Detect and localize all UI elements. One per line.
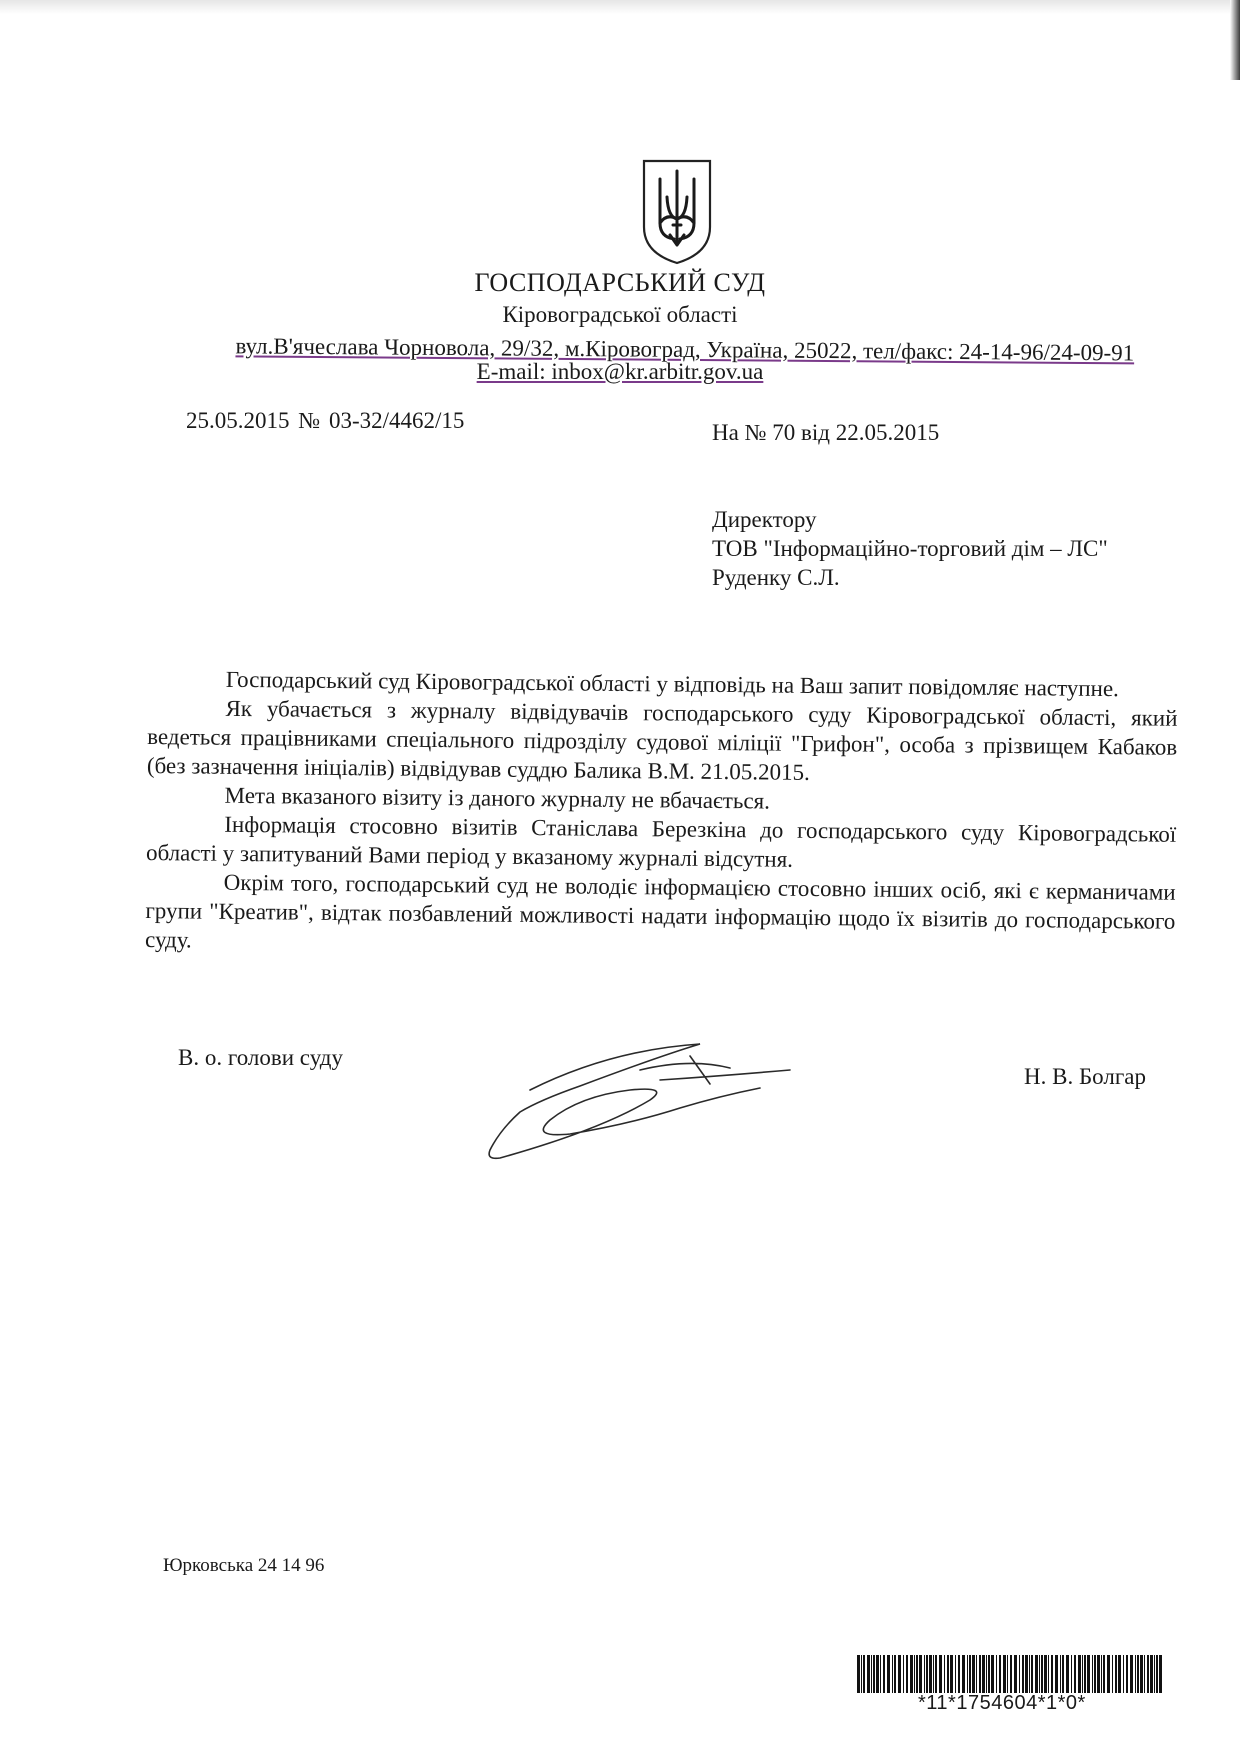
barcode-bar [1041, 1655, 1043, 1693]
barcode-bar [1007, 1655, 1008, 1693]
barcode-bar [996, 1655, 997, 1693]
barcode-bar [1066, 1655, 1069, 1693]
barcode-bar [933, 1655, 934, 1693]
barcode-bar [919, 1655, 922, 1693]
barcode-bar [1123, 1655, 1124, 1693]
barcode-bar [1150, 1655, 1153, 1693]
body-paragraph: Як убачається з журналу відвідувачів господарського суду Кіровоградської області, який ведеться працівниками спеціального підрозділу судової міліції "Грифон", особа з прізвищем Кабаков (без зазначення ініціалів) відвідував суддю Балика В.М. 21.05.2015. [146, 695, 1178, 785]
barcode-bar [982, 1655, 985, 1693]
barcode-bar [1035, 1655, 1038, 1693]
body-paragraph: Мета вказаного візиту із даного журналу не вбачається. [224, 782, 771, 814]
addressee-company: ТОВ "Інформаційно-торговий дім – ЛС" [712, 536, 1108, 561]
addressee-name: Руденку С.Л. [712, 565, 840, 590]
barcode-bar [876, 1655, 879, 1693]
barcode-bar [914, 1655, 915, 1693]
barcode-bar [935, 1655, 937, 1693]
reply-reference: На № 70 від 22.05.2015 [712, 420, 940, 445]
barcode-bar [880, 1655, 881, 1693]
barcode-bar [991, 1655, 994, 1693]
barcode-bar [887, 1655, 890, 1693]
barcode-bar [1062, 1655, 1064, 1693]
barcode-bar [1010, 1655, 1012, 1693]
barcode-bar [986, 1655, 987, 1693]
barcode-bar [967, 1655, 968, 1693]
barcode-bar [926, 1655, 928, 1693]
barcode-bar [1137, 1655, 1139, 1693]
barcode-bar [988, 1655, 990, 1693]
barcode-bar [1156, 1655, 1158, 1693]
barcode-bar [892, 1655, 893, 1693]
court-email: E-mail: inbox@kr.arbitr.gov.ua [476, 359, 764, 384]
barcode-bar [1019, 1655, 1020, 1693]
barcode-bar [955, 1655, 956, 1693]
barcode-bar [947, 1655, 949, 1693]
barcode-bar [1051, 1655, 1053, 1693]
barcode-bar [950, 1655, 953, 1693]
barcode-bar [976, 1655, 977, 1693]
barcode-bar [1154, 1655, 1155, 1693]
barcode-bar [867, 1655, 870, 1693]
barcode-bar [861, 1655, 862, 1693]
barcode-bar [1074, 1655, 1076, 1693]
outgoing-number: 25.05.2015 № 03-32/4462/15 [186, 408, 465, 433]
barcode-bar [1022, 1655, 1024, 1693]
barcode-bar [1078, 1655, 1081, 1693]
barcode-bar [1118, 1655, 1121, 1693]
barcode-bar [1130, 1655, 1133, 1693]
court-address: вул.В'ячеслава Чорновола, 29/32, м.Кіровоград, Україна, 25022, тел/факс: 24-14-96/24-09-91 [235, 333, 1135, 366]
barcode-number: *11*1754604*1*0* [918, 1692, 1086, 1714]
barcode-bar [1107, 1655, 1110, 1693]
barcode-bar [871, 1655, 872, 1693]
barcode-bar [916, 1655, 918, 1693]
barcode-bar [906, 1655, 908, 1693]
barcode-bar [863, 1655, 865, 1693]
document-barcode [857, 1655, 1165, 1693]
barcode-bar [1084, 1655, 1086, 1693]
letter-body [145, 664, 1178, 965]
barcode-bar [883, 1655, 885, 1693]
scan-edge-right [1230, 0, 1240, 80]
barcode-bar [1092, 1655, 1093, 1693]
barcode-bar [1126, 1655, 1128, 1693]
barcode-bar [1144, 1655, 1145, 1693]
barcode-bar [1112, 1655, 1113, 1693]
barcode-bar [1135, 1655, 1136, 1693]
barcode-bar [1082, 1655, 1083, 1693]
coat-of-arms-icon [640, 157, 714, 267]
barcode-bar [924, 1655, 925, 1693]
barcode-bar [1115, 1655, 1117, 1693]
barcode-bar [944, 1655, 945, 1693]
barcode-bar [1103, 1655, 1105, 1693]
signatory-position: В. о. голови суду [178, 1045, 343, 1070]
barcode-bar [873, 1655, 875, 1693]
barcode-bar [1044, 1655, 1047, 1693]
executor-contact: Юрковська 24 14 96 [163, 1555, 325, 1576]
barcode-bar [910, 1655, 913, 1693]
barcode-bar [857, 1655, 860, 1693]
barcode-bar [939, 1655, 942, 1693]
barcode-bar [898, 1655, 901, 1693]
court-region: Кіровоградської області [502, 302, 738, 327]
scan-edge-top [0, 0, 1240, 14]
body-paragraph: Окрім того, господарський суд не володіє інформацією стосовно інших осіб, які є керманичами групи "Креатив", відтак позбавлений можливості надати інформацію щодо їх візитів до господарського суду. [144, 869, 1176, 953]
barcode-bar [1025, 1655, 1028, 1693]
barcode-bar [1071, 1655, 1072, 1693]
barcode-bar [1014, 1655, 1017, 1693]
barcode-bar [1087, 1655, 1090, 1693]
barcode-bar [1055, 1655, 1058, 1693]
barcode-bar [894, 1655, 896, 1693]
addressee-block [712, 505, 1108, 592]
handwritten-signature [460, 1030, 820, 1180]
barcode-bar [979, 1655, 981, 1693]
barcode-bar [1094, 1655, 1096, 1693]
barcode-bar [962, 1655, 965, 1693]
barcode-bar [1031, 1655, 1033, 1693]
barcode-bar [969, 1655, 971, 1693]
barcode-bar [1159, 1655, 1162, 1693]
barcode-bar [1101, 1655, 1102, 1693]
barcode-bar [1140, 1655, 1143, 1693]
barcode-bar [1060, 1655, 1061, 1693]
barcode-bar [1147, 1655, 1149, 1693]
signatory-name: Н. В. Болгар [1024, 1064, 1146, 1089]
barcode-bar [903, 1655, 904, 1693]
barcode-bar [999, 1655, 1001, 1693]
barcode-bar [958, 1655, 960, 1693]
court-name: ГОСПОДАРСЬКИЙ СУД [474, 268, 766, 297]
barcode-bar [1097, 1655, 1100, 1693]
barcode-bar [1039, 1655, 1040, 1693]
addressee-title: Директору [712, 507, 817, 532]
barcode-bar [972, 1655, 975, 1693]
barcode-bar [929, 1655, 932, 1693]
barcode-bar [1003, 1655, 1006, 1693]
barcode-bar [1048, 1655, 1049, 1693]
body-paragraph: Інформація стосовно візитів Станіслава Березкіна до господарського суду Кіровоградської області у запитуваний Вами період у вказаному журналі відсутня. [145, 811, 1177, 872]
body-paragraph: Господарський суд Кіровоградської області у відповідь на Ваш запит повідомляє наступне. [225, 666, 1120, 702]
barcode-bar [1029, 1655, 1030, 1693]
